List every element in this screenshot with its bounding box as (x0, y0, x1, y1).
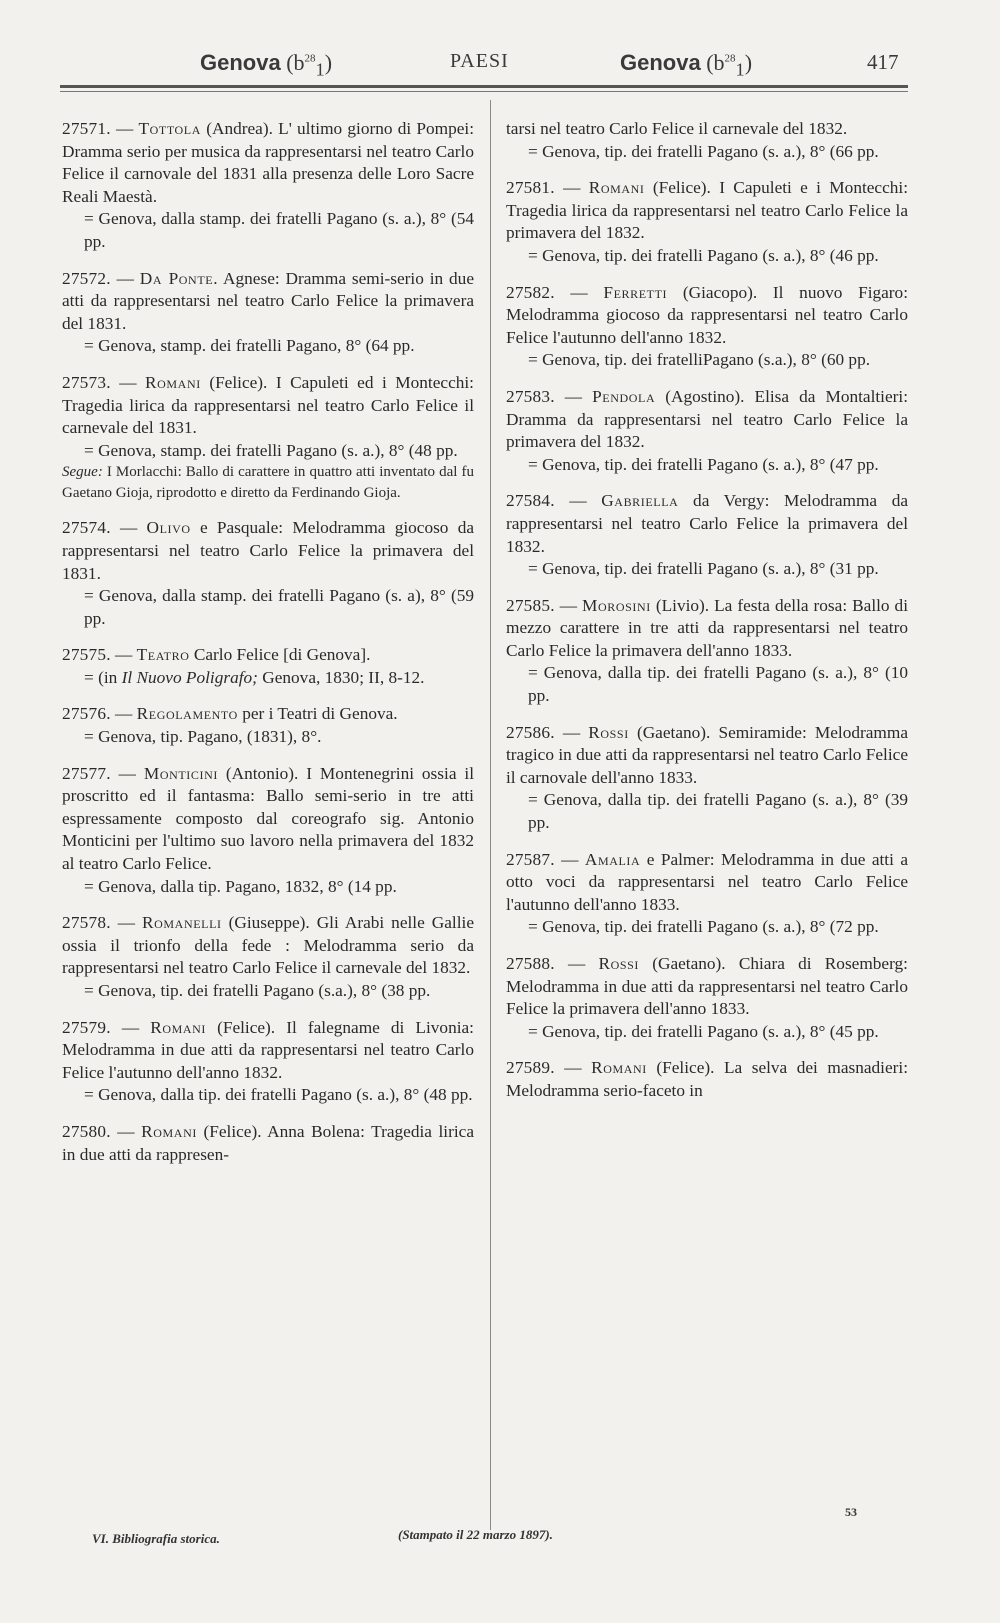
entry-title: tarsi nel teatro Carlo Felice il carnevale del 1832. (506, 119, 848, 138)
catalog-entry (506, 386, 908, 476)
entry-author: Regolamento (136, 704, 238, 724)
entry-number: 27582. (506, 282, 555, 302)
running-head-code: (b (706, 50, 725, 75)
entry-author: Romani (141, 1121, 197, 1141)
entry-imprint: = Genova, dalla stamp. dei fratelli Pagano (s. a.), 8° (54 pp. (84, 209, 474, 251)
entry-imprint: = Genova, tip. dei fratelli Pagano (s. a.), 8° (72 pp. (528, 917, 879, 937)
entry-imprint: = Genova, stamp. dei fratelli Pagano, 8° (64 pp. (84, 336, 415, 356)
entry-number: 27580. (62, 1121, 111, 1141)
catalog-entry (62, 268, 474, 358)
entry-number: 27588. (506, 954, 555, 973)
entry-body: 27579. — Romani (Felice). Il falegname di Livonia: Melodramma in due atti da rappresentarsi nel teatro Carlo Felice l'autunno dell'anno 1832. (62, 1017, 474, 1082)
entry-imprint: = Genova, dalla tip. dei fratelli Pagano (s. a.), 8° (10 pp. (528, 663, 908, 706)
entry-author: Romanelli (142, 913, 222, 933)
catalog-entry (62, 118, 474, 254)
catalog-entry (62, 1121, 474, 1166)
entry-title: (Giacopo). Il nuovo Figaro: Melodramma giocoso da rappresentarsi nel teatro Carlo Felice l'autunno dell'anno 1832. (506, 282, 908, 347)
column-divider (490, 100, 491, 1530)
catalog-entry (506, 118, 908, 163)
entry-title: (Giuseppe). Gli Arabi nelle Gallie ossia il trionfo della fede : Melodramma serio da rappresentarsi nel teatro Carlo Felice il carnevale del 1832. (62, 913, 474, 978)
running-head-sup: 28 (304, 52, 316, 65)
entry-title: (Felice). I Capuleti e i Montecchi: Tragedia lirica da rappresentarsi nel teatro Carlo Felice la primavera del 1832. (506, 178, 909, 243)
entry-author: Rossi (598, 954, 639, 973)
entry-number: 27578. (62, 913, 111, 933)
catalog-entry (62, 517, 474, 630)
imprint-part: Il Nuovo Poligrafo; (121, 667, 258, 687)
catalog-entry (62, 1017, 474, 1107)
entry-title: (Agostino). Elisa da Montaltieri: Dramma da rappresentarsi nel teatro Carlo Felice la primavera del 1832. (506, 386, 909, 452)
entry-body: 27573. — Romani (Felice). I Capuleti ed i Montecchi: Tragedia lirica da rappresentarsi nel teatro Carlo Felice il carnevale del 1831. (62, 372, 474, 438)
entry-imprint: = Genova, tip. dei fratelli Pagano (s. a.), 8° (66 pp. (528, 141, 879, 161)
entry-body: 27585. — Morosini (Livio). La festa della rosa: Ballo di mezzo carattere in tre atti da rappresentarsi nel teatro Carlo Felice la primavera dell'anno 1833. (506, 595, 908, 660)
entry-body: 27589. — Romani (Felice). La selva dei masnadieri: Melodramma serio-faceto in (506, 1058, 908, 1100)
entry-body: 27586. — Rossi (Gaetano). Semiramide: Melodramma tragico in due atti da rappresentarsi nel teatro Carlo Felice il carnovale dell'anno 1833. (506, 722, 908, 787)
running-head-city: Genova (200, 50, 281, 75)
catalog-entry (506, 177, 908, 267)
entry-number: 27579. (62, 1017, 111, 1037)
entry-number: 27572. (62, 268, 111, 288)
entry-imprint: = Genova, tip. dei fratelli Pagano (s. a.), 8° (31 pp. (528, 559, 879, 579)
running-head-left (200, 50, 332, 90)
entry-author: Olivo (146, 518, 191, 538)
entry-author: Ferretti (603, 282, 668, 302)
catalog-entry (506, 1057, 908, 1102)
footer-series-title: VI. Bibliografia storica. (92, 1531, 220, 1546)
running-head-center: PAESI (450, 50, 509, 72)
entry-imprint: = Genova, tip. Pagano, (1831), 8°. (84, 727, 322, 747)
entry-number: 27583. (506, 386, 555, 406)
entry-author: Pendola (592, 386, 656, 406)
entry-title: (Antonio). I Montenegrini ossia il proscritto ed il fantasma: Ballo semi-serio in tre atti espressamente composto dal coreografo sig. Antonio Monticini per l'ultimo suo lavoro nella primavera del 1832 al teatro Carlo Felice. (62, 763, 475, 874)
entry-body: 27587. — Amalia e Palmer: Melodramma in due atti a otto voci da rappresentarsi nel teatro Carlo Felice l'autunno dell'anno 1833. (506, 849, 908, 914)
entry-body: 27572. — Da Ponte. Agnese: Dramma semi-serio in due atti da rappresentarsi nel teatro Carlo Felice la primavera del 1831. (62, 268, 474, 333)
catalog-entry (506, 490, 908, 580)
entry-title: (Gaetano). Chiara di Rosemberg: Melodramma in due atti da rappresentarsi nel teatro Carlo Felice la primavera dell'anno 1833. (506, 954, 908, 1019)
entry-author: Teatro (136, 645, 190, 665)
running-head-close: ) (324, 50, 333, 75)
entry-number: 27576. (62, 704, 111, 724)
note-label: Segue: (62, 464, 103, 481)
catalog-entry (62, 703, 474, 748)
entry-author: Rossi (588, 722, 629, 742)
entry-imprint: = Genova, dalla tip. dei fratelli Pagano (s. a.), 8° (39 pp. (528, 790, 908, 833)
entry-imprint: = Genova, tip. dei fratelli Pagano (s. a.), 8° (45 pp. (528, 1021, 879, 1041)
entry-title: per i Teatri di Genova. (242, 704, 398, 724)
entry-author: Romani (588, 178, 645, 198)
running-head-city: Genova (620, 50, 701, 75)
left-column (62, 118, 474, 1180)
catalog-entry (506, 722, 908, 835)
entry-body: 27574. — Olivo e Pasquale: Melodramma giocoso da rappresentarsi nel teatro Carlo Felice la primavera del 1831. (62, 518, 475, 583)
entry-body: 27588. — Rossi (Gaetano). Chiara di Rosemberg: Melodramma in due atti da rappresentarsi nel teatro Carlo Felice la primavera dell'anno 1833. (506, 954, 908, 1019)
entry-imprint: = Genova, dalla tip. dei fratelli Pagano (s. a.), 8° (48 pp. (84, 1085, 473, 1105)
entry-title: (Livio). La festa della rosa: Ballo di mezzo carattere in tre atti da rappresentarsi nel teatro Carlo Felice la primavera dell'anno 1833. (506, 595, 908, 660)
entry-author: Da Ponte. (139, 268, 219, 288)
entry-imprint: = Genova, tip. dei fratelli Pagano (s. a.), 8° (47 pp. (528, 454, 879, 474)
running-head-close: ) (744, 50, 753, 75)
entry-imprint: = Genova, dalla tip. Pagano, 1832, 8° (14 pp. (84, 876, 397, 896)
entry-imprint: = Genova, stamp. dei fratelli Pagano (s. a.), 8° (48 pp. (84, 440, 458, 460)
entry-title: Agnese: Dramma semi-serio in due atti da rappresentarsi nel teatro Carlo Felice la primavera del 1831. (62, 268, 474, 333)
catalog-entry (506, 595, 908, 708)
entry-number: 27585. (506, 595, 555, 615)
entry-title: e Pasquale: Melodramma giocoso da rappresentarsi nel teatro Carlo Felice la primavera del 1831. (62, 518, 475, 583)
entry-title: (Andrea). L' ultimo giorno di Pompei: Dramma serio per musica da rappresentarsi nel teatro Carlo Felice il carnovale del 1831 alla presenza delle Loro Sacre Reali Maestà. (62, 119, 474, 206)
entry-imprint: = Genova, tip. dei fratelliPagano (s.a.), 8° (60 pp. (528, 350, 871, 370)
running-head-sup: 28 (724, 52, 736, 65)
running-head-sub: 1 (315, 59, 325, 80)
entry-number: 27581. (506, 178, 555, 198)
catalog-entry (506, 953, 908, 1043)
catalog-entry (62, 372, 474, 503)
catalog-entry (62, 912, 474, 1002)
signature-mark: 53 (845, 1505, 857, 1519)
header-rule-thin (60, 91, 908, 92)
entry-number: 27577. (62, 763, 111, 783)
imprint-part: = (in (84, 667, 122, 687)
entry-author: Romani (150, 1017, 206, 1037)
entry-note (62, 462, 474, 503)
entry-title: (Felice). Il falegname di Livonia: Melodramma in due atti da rappresentarsi nel teatro Carlo Felice l'autunno dell'anno 1832. (62, 1017, 474, 1082)
entry-number: 27574. (62, 518, 111, 538)
entry-number: 27573. (62, 372, 111, 392)
entry-imprint: = Genova, dalla stamp. dei fratelli Pagano (s. a), 8° (59 pp. (84, 586, 474, 628)
entry-title: e Palmer: Melodramma in due atti a otto voci da rappresentarsi nel teatro Carlo Felice l'autunno dell'anno 1833. (506, 849, 908, 914)
right-column (506, 118, 908, 1117)
entry-number: 27589. (506, 1058, 555, 1078)
entry-body (506, 118, 908, 141)
entry-body: 27575. — Teatro Carlo Felice [di Genova]. (62, 645, 371, 665)
imprint-part: Genova, 1830; II, 8-12. (257, 667, 425, 687)
catalog-entry (506, 849, 908, 939)
catalog-entry (506, 282, 908, 372)
entry-number: 27575. (62, 645, 111, 665)
entry-imprint: = Genova, tip. dei fratelli Pagano (s.a.), 8° (38 pp. (84, 981, 431, 1000)
entry-author: Romani (591, 1058, 647, 1078)
entry-number: 27571. (62, 119, 111, 138)
running-head-code: (b (286, 50, 305, 75)
page-number: 417 (867, 50, 899, 74)
entry-body: 27578. — Romanelli (Giuseppe). Gli Arabi nelle Gallie ossia il trionfo della fede : Melodramma serio da rappresentarsi nel teatro Carlo Felice il carnevale del 1832. (62, 913, 474, 978)
entry-body: 27581. — Romani (Felice). I Capuleti e i Montecchi: Tragedia lirica da rappresentarsi nel teatro Carlo Felice la primavera del 1832. (506, 178, 909, 243)
entry-author: Amalia (584, 849, 641, 869)
entry-imprint (62, 667, 474, 690)
entry-body: 27584. — Gabriella da Vergy: Melodramma da rappresentarsi nel teatro Carlo Felice la primavera del 1832. (506, 491, 909, 556)
entry-body: 27576. — Regolamento per i Teatri di Genova. (62, 704, 398, 724)
entry-title: (Gaetano). Semiramide: Melodramma tragico in due atti da rappresentarsi nel teatro Carlo Felice il carnovale dell'anno 1833. (506, 722, 908, 787)
running-head-sub: 1 (735, 59, 745, 80)
footer-print-date: (Stampato il 22 marzo 1897). (398, 1527, 553, 1542)
entry-author: Gabriella (601, 491, 679, 511)
entry-title: da Vergy: Melodramma da rappresentarsi nel teatro Carlo Felice la primavera del 1832. (506, 491, 909, 556)
entry-body: 27582. — Ferretti (Giacopo). Il nuovo Figaro: Melodramma giocoso da rappresentarsi nel teatro Carlo Felice l'autunno dell'anno 1832. (506, 282, 908, 347)
header-rule (60, 85, 908, 88)
entry-title: (Felice). Anna Bolena: Tragedia lirica in due atti da rappresen- (62, 1121, 475, 1164)
entry-author: Morosini (582, 595, 651, 615)
entry-author: Romani (145, 372, 201, 392)
catalog-entry (62, 644, 474, 689)
entry-body: 27577. — Monticini (Antonio). I Montenegrini ossia il proscritto ed il fantasma: Ballo semi-serio in tre atti espressamente composto dal coreografo sig. Antonio Monticini per l'ultimo suo lavoro nella primavera del 1832 al teatro Carlo Felice. (62, 763, 475, 874)
entry-title: Carlo Felice [di Genova]. (193, 645, 371, 665)
entry-author: Tottola (138, 119, 201, 138)
entry-body: 27583. — Pendola (Agostino). Elisa da Montaltieri: Dramma da rappresentarsi nel teatro Carlo Felice la primavera del 1832. (506, 386, 909, 452)
entry-imprint: = Genova, tip. dei fratelli Pagano (s. a.), 8° (46 pp. (528, 245, 879, 265)
entry-number: 27586. (506, 722, 555, 742)
note-text: I Morlacchi: Ballo di carattere in quattro atti inventato dal fu Gaetano Gioja, riprodotto e diretto da Ferdinando Gioja. (62, 464, 474, 501)
running-head-right (620, 50, 752, 90)
entry-body: 27571. — Tottola (Andrea). L' ultimo giorno di Pompei: Dramma serio per musica da rappresentarsi nel teatro Carlo Felice il carnovale del 1831 alla presenza delle Loro Sacre Reali Maestà. (62, 119, 474, 206)
entry-body: 27580. — Romani (Felice). Anna Bolena: Tragedia lirica in due atti da rappresen- (62, 1121, 475, 1164)
entry-number: 27587. (506, 849, 555, 869)
catalog-entry (62, 763, 474, 899)
entry-number: 27584. (506, 491, 555, 511)
entry-title: (Felice). I Capuleti ed i Montecchi: Tragedia lirica da rappresentarsi nel teatro Carlo Felice il carnevale del 1831. (62, 372, 474, 438)
entry-author: Monticini (143, 763, 218, 783)
entry-title: (Felice). La selva dei masnadieri: Melodramma serio-faceto in (506, 1058, 908, 1100)
